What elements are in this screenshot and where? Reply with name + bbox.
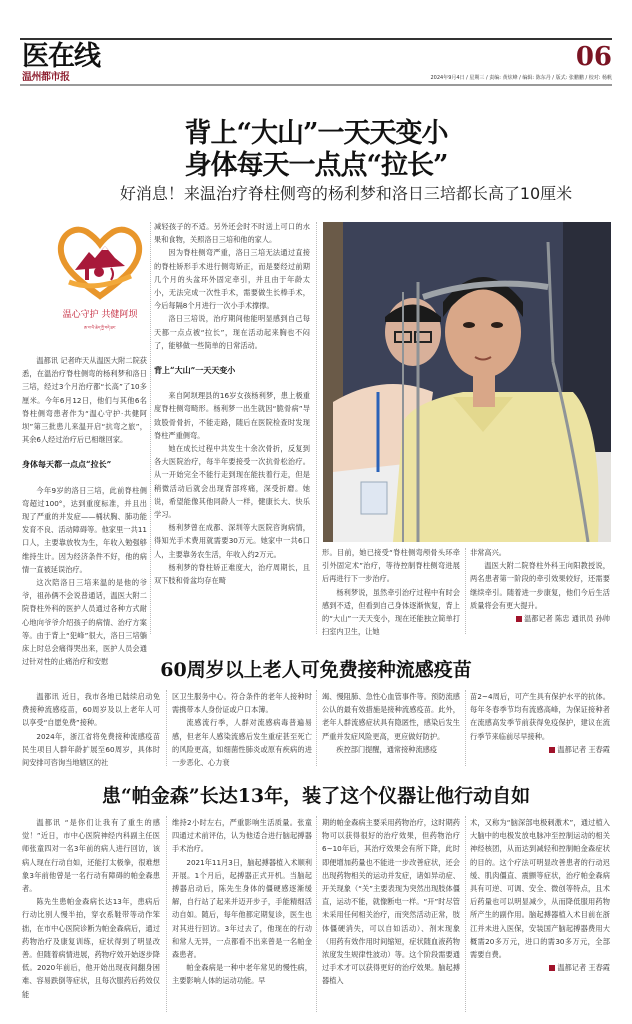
- logo-tibetan-text: ཨ་བ་ཡི་ཆེད་ཀྱི་བདེ་ཐང་: [83, 325, 117, 330]
- masthead-bottom-rule: [20, 84, 612, 86]
- story3-paragraph: 陈先生患帕金森病长达13年，患病后行动比别人慢半拍，穿衣系鞋带等动作笨拙，在市中心医院诊断为帕金森病后，通过药物治疗及康复训练，症状得到了明显改善。但随着病情进展，药物疗效开始逐步降低。2020年前后，他开始出现夜间翻身困难、容易跌倒等症状，且每次服药后药效仅能: [22, 897, 160, 999]
- story1-paragraph: 她在成长过程中共发生十余次骨折，反复到各大医院治疗，每半年要接受一次抗骨松治疗。从一开始完全不能行走到现在能扶着行走，但是稍微活动后就会出现背部疼痛，深受折磨。她说，希望能像其他同龄人一样，健康长大、快乐学习。: [154, 444, 310, 520]
- column-divider: [465, 816, 466, 1012]
- column-divider: [166, 690, 167, 766]
- story3-column-2: [172, 816, 312, 988]
- column-divider: [316, 690, 317, 766]
- byline-square-icon: [516, 616, 522, 622]
- story1-paragraph: 杨利梦曾在成都、深圳等大医院咨询病情，得知光手术费用就需要30万元。她家中一共6口人，主要靠务农生活，年收入约2万元。: [154, 523, 310, 559]
- story2-column-1: [22, 690, 160, 769]
- story1-headline-line2: 身体每天一点点“拉长”: [184, 150, 448, 181]
- byline-square-icon: [549, 965, 555, 971]
- campaign-logo: [55, 222, 145, 342]
- story3-paragraph: 2021年11月3日，脑起搏器植入术顺利开展。1个月后，起搏器正式开机。当脑起搏器启动后，陈先生身体的僵硬感逐渐缓解，自行站了起来并迈开步子，手能精细活动自如。随后，每年他都定期复诊，医生也对其进行回访。3年过去了，他现在的行动和常人无异，一点都看不出来曾是一名帕金森患者。: [172, 857, 312, 960]
- story2-column-4: [470, 690, 610, 756]
- column-divider: [166, 816, 167, 1012]
- column-divider: [465, 690, 466, 766]
- story3-byline: [470, 961, 610, 974]
- story3-paragraph: 帕金森病是一种中老年常见的慢性病，主要影响人体的运动功能。早: [172, 963, 312, 986]
- masthead-top-rule: [20, 38, 612, 40]
- story2-paragraph: 疾控部门提醒，通常接种流感疫: [336, 744, 438, 754]
- story2-paragraph: 2024年，浙江省将免费接种流感疫苗民生项目人群年龄扩展至60周岁，具体时间安排可咨询当地辖区的社: [22, 731, 160, 768]
- story1-paragraph: 杨利梦说，虽然牵引治疗过程中有时会感到不适，但看到自己身体逐渐恢复，背上的“大山”一天天变小，现在还能独立简单打扫室内卫生，让她: [322, 587, 460, 637]
- story1-paragraph: 来自阿坝理县的16岁女孩杨利梦，患上极重度脊柱侧弯畸形。杨利梦一出生就因“脆骨病”导致股骨骨折，不能走路，随后在医院检查时发现脊柱严重侧弯。: [154, 391, 310, 440]
- column-divider: [150, 222, 151, 634]
- story1-paragraph: 减轻孩子的不适。另外还会时不时送上可口的水果和食物，关照洛日三培和他的家人。: [154, 222, 310, 245]
- story1-byline: [470, 612, 610, 625]
- section-title: 医在线: [22, 41, 100, 72]
- story3-paragraph: 温都讯 “是你们让我有了重生的感觉！”近日，市中心医院神经内科副主任医师张童四对一名3年前的病人进行回访，该病人现在行动自如，还能打太极拳，很难想象3年前他曾是一名行动有障碍的帕金森患者。: [22, 818, 160, 894]
- story3-column-3: [322, 816, 460, 988]
- paper-name: 温州都市报: [22, 72, 70, 83]
- story3-headline: 患“帕金森”长达13年，装了这个仪器让他行动自如: [101, 785, 531, 807]
- patient-photo-illustration: [323, 222, 611, 542]
- heart-mountain-icon: [55, 222, 145, 302]
- story1-paragraph: 温都讯 记者昨天从温医大附二院获悉，在温治疗脊柱侧弯的杨利梦和洛日三培，经过3个月治疗都“长高”了10多厘米。今年6月12日，他们与其他6名脊柱侧弯患者作为“温心守护·共健阿坝”第三批患儿来温开启“抗弯之旅”，其余6人经过治疗后已相继回家。: [22, 356, 147, 445]
- column-divider: [465, 548, 466, 634]
- story1-paragraph: 杨利梦的脊柱矫正难度大，治疗周期长，且双下肢和骨盆均存在畸: [154, 562, 310, 586]
- story1-photo: [323, 222, 611, 542]
- story1-column-2: [154, 220, 310, 638]
- story1-paragraph: 因为脊柱侧弯严重，洛日三培无法通过直接的脊柱矫形手术进行侧弯矫正，而是要经过前期几个月的头盆环外固定牵引，并且由于年龄太小，无法完成一次性手术，需要做生长棒手术，今后每隔8个月进行一次小手术撑撑。: [154, 248, 310, 311]
- story1-paragraph: 形。目前，她已接受“脊柱侧弯颅骨头环牵引外固定术”治疗，等待控制脊柱侧弯进展后再进行下一步治疗。: [322, 548, 460, 584]
- story2-paragraph: 区卫生服务中心。符合条件的老年人接种时需携带本人身份证或户口本簿。: [172, 692, 312, 715]
- story1-paragraph: 非常高兴。: [470, 548, 506, 557]
- story1-subhead-1: 身体每天都一点点“拉长”: [22, 459, 112, 470]
- story3-column-1: [22, 816, 160, 1001]
- story1-paragraph: 今年9岁的洛日三培，此前脊柱侧弯超过100°，达到重度标准，并且出现了严重的并发症——桶状胸、肺功能发育不良、活动障碍等。他家里一共11口人，主要靠放牧为生，年收入勉强够维持生计。因为经济条件不好，他的病情一直被延误治疗。: [22, 485, 147, 574]
- story3-paragraph: 维持2小时左右，严重影响生活质量。张童四通过术前评估，认为他适合进行脑起搏器手术治疗。: [172, 818, 312, 854]
- byline-text: 温都记者 王春霞: [557, 744, 610, 754]
- story2-paragraph: 竭、慢阻肺、急性心血管事件等。预防流感公认的最有效措施是接种流感疫苗。此外，老年人群流感症状具有隐匿性，感染后发生严重并发症风险更高，更应做好防护。: [322, 692, 460, 741]
- logo-slogan: 温心守护 共健阿坝: [62, 310, 138, 320]
- story1-paragraph: 温医大附二院脊柱外科王向阳教授说，两名患者第一阶段的牵引效果较好，还需要继续牵引。随着进一步康复，他们今后生活质量将会有更大提升。: [470, 561, 610, 610]
- story2-column-2: [172, 690, 312, 769]
- story3-column-4: [470, 816, 610, 974]
- story3-paragraph: 期的帕金森病主要采用药物治疗，这时期药物可以获得很好的治疗效果，但药物治疗6~10年后，其治疗效果会有所下降，此时即便增加药量也不能进一步改善症状，还会出现药物相关的运动并发症，诸如异动症、开关现象（“关”主要表现为突然出现肢体僵直，运动不能，就像断电一样。“开”时尽管未采用任何相关治疗，而突然活动正常，肢体僵硬消失，可以自如活动）、剂末现象（用药有效作用时间缩短，症状随血液药物浓度发生规律性波动）等。这个阶段需要通过手术才可以获得更好的治疗效果。脑起搏器植入: [322, 818, 460, 986]
- story2-headline: 60周岁以上老人可免费接种流感疫苗: [160, 659, 472, 681]
- story1-column-3: [322, 546, 460, 638]
- story1-column-4: [470, 546, 610, 625]
- story2-paragraph: 流感流行季，人群对流感病毒普遍易感，但老年人感染流感后发生重症甚至死亡的风险更高，如细菌性肺炎或原有疾病的进一步恶化、心力衰: [172, 718, 312, 768]
- column-divider: [316, 222, 317, 634]
- page-number: 06: [575, 42, 612, 72]
- column-divider: [316, 816, 317, 1012]
- byline-square-icon: [549, 747, 555, 753]
- story1-subheadline: 好消息！来温治疗脊柱侧弯的杨利梦和洛日三培都长高了10厘米: [119, 184, 573, 203]
- story3-paragraph: 术，又称为“脑深部电极刺激术”，通过植入大脑中的电极发放电脉冲至控制运动的相关神经核团，从而达到减轻和控制帕金森症状的目的。这个疗法可明显改善患者的行动迟缓、肌肉僵直、震颤等症状，治疗帕金森病具有可逆、可调、安全、微创等特点，且术后药量也可以明显减少，从而降低服用药物所产生的副作用。脑起搏器植入术目前在浙江并未进入医保，安装国产脑起搏器费用大概需20多万元，进口的需30多万元，全部需要自费。: [470, 818, 610, 960]
- byline-text: 温都记者 陈忠 通讯员 孙帅: [524, 614, 610, 624]
- story1-paragraph: 洛日三培说，治疗期间他能明显感到自己每天都一点点被“拉长”，现在活动起来胸也不闷了，能够做一些简单的日常活动。: [154, 314, 310, 350]
- story1-paragraph: 这次陪洛日三培来温的是他的爷爷，祖孙俩不会说普通话，温医大附二院脊柱外科的医护人员通过各种方式耐心地向爷爷介绍孩子的病情、治疗方案等。由于背上“犯峰”很大，洛日三培躺床上时总会痛得哭出来，医护人员会通过针对性的止痛治疗和安慰: [22, 578, 147, 667]
- issue-meta: 2024年9月4日 / 星期三 / 责编: 黄炫峰 / 编辑: 陈东丹 / 版式: 张鹏鹏 / 校对: 杨帆: [430, 75, 612, 81]
- story2-byline: [470, 743, 610, 756]
- story1-column-1: [22, 354, 147, 668]
- story1-headline-line1: 背上“大山”一天天变小: [184, 118, 448, 149]
- story2-column-3: [322, 690, 460, 756]
- story2-paragraph: 温都讯 近日，我市各地已陆续启动免费接种流感疫苗，60周岁及以上老年人可以享受“自愿免费”接种。: [22, 692, 160, 728]
- story2-paragraph: 苗2~4周后，可产生具有保护水平的抗体。每年冬春季节均有流感高峰，为保证接种者在流感高发季节前获得免疫保护，建议在流行季节来临前尽早接种。: [470, 692, 610, 741]
- byline-text: 温都记者 王春霞: [557, 963, 610, 973]
- story1-subhead-2: 背上“大山”一天天变小: [154, 365, 236, 376]
